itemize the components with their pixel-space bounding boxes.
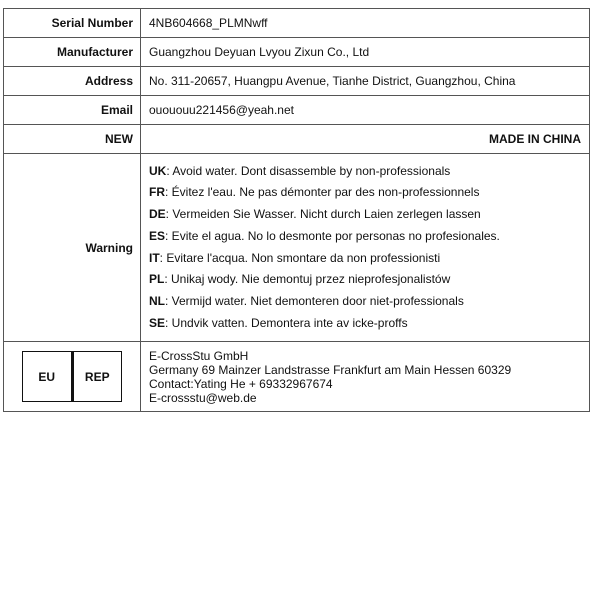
eu-rep-row: [4, 342, 590, 412]
serial-number-row: [4, 9, 590, 38]
condition-row: [4, 125, 590, 154]
address-value: No. 311-20657, Huangpu Avenue, Tianhe District, Guangzhou, China: [141, 67, 590, 96]
warning-cell: [141, 154, 590, 342]
warning-line-it: IT: Evitare l'acqua. Non smontare da non professionisti: [149, 250, 441, 265]
serial-number-value: 4NB604668_PLMNwff: [141, 9, 590, 38]
email-row: [4, 96, 590, 125]
warning-line-nl: NL: Vermijd water. Niet demonteren door niet-professionals: [149, 293, 464, 308]
eu-rep-address: Germany 69 Mainzer Landstrasse Frankfurt am Main Hessen 60329: [149, 362, 512, 377]
manufacturer-key: Manufacturer: [4, 38, 141, 67]
serial-number-key: Serial Number: [4, 9, 141, 38]
product-label-table: [3, 8, 590, 412]
warning-line-de: DE: Vermeiden Sie Wasser. Nicht durch Laien zerlegen lassen: [149, 207, 481, 222]
condition-label: NEW: [4, 125, 141, 154]
warning-line-pl: PL: Unikaj wody. Nie demontuj przez nieprofesjonalistów: [149, 272, 451, 287]
eu-rep-badge-rep: REP: [84, 369, 110, 384]
warning-key: Warning: [4, 154, 141, 342]
eu-rep-email: E-crossstu@web.de: [149, 390, 257, 405]
address-row: [4, 67, 590, 96]
email-key: Email: [4, 96, 141, 125]
manufacturer-value: Guangzhou Deyuan Lvyou Zixun Co., Ltd: [141, 38, 590, 67]
address-key: Address: [4, 67, 141, 96]
warning-list: [149, 161, 581, 335]
warning-row: [4, 154, 590, 342]
manufacturer-row: [4, 38, 590, 67]
warning-line-se: SE: Undvik vatten. Demontera inte av icke-proffs: [149, 315, 408, 330]
eu-rep-contact: Contact:Yating He + 69332967674: [149, 376, 333, 391]
origin-label: MADE IN CHINA: [141, 125, 590, 154]
eu-rep-company: E-CrossStu GmbH: [149, 348, 249, 363]
email-value: ouououu221456@yeah.net: [141, 96, 590, 125]
eu-rep-badge: [22, 351, 122, 402]
warning-line-uk: UK: Avoid water. Dont disassemble by non-professionals: [149, 163, 451, 178]
eu-rep-badge-cell: [4, 342, 141, 412]
eu-rep-info: [141, 342, 590, 412]
warning-line-es: ES: Evite el agua. No lo desmonte por personas no profesionales.: [149, 228, 500, 243]
eu-rep-badge-eu: EU: [23, 352, 74, 401]
warning-line-fr: FR: Évitez l'eau. Ne pas démonter par des non-professionnels: [149, 185, 480, 200]
